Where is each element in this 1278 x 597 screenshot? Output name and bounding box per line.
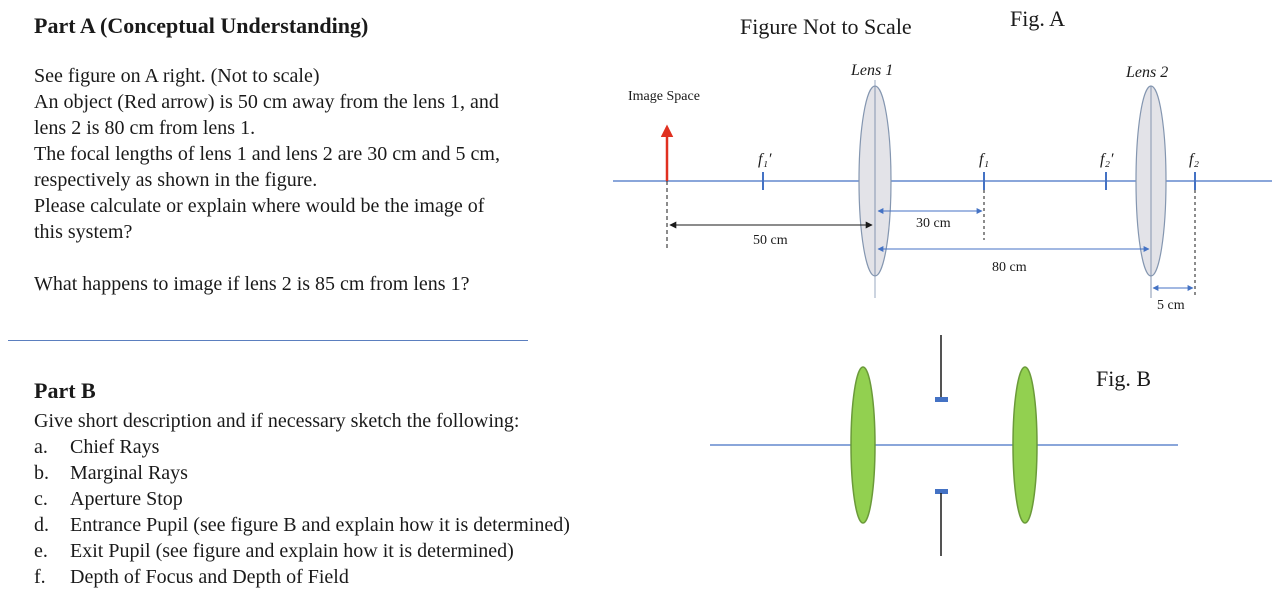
- figure-a: [613, 6, 1272, 313]
- figure-b-lens-right: [1013, 367, 1037, 523]
- figure-b: [710, 335, 1178, 556]
- figure-a-title: Figure Not to Scale: [740, 14, 912, 39]
- list-marker: c.: [34, 488, 48, 510]
- list-marker: e.: [34, 540, 48, 562]
- list-item-text: Marginal Rays: [70, 462, 188, 484]
- list-marker: f.: [34, 566, 46, 588]
- dimension-label-5cm: 5 cm: [1157, 298, 1185, 313]
- image-space-label: Image Space: [628, 89, 700, 104]
- dimension-label-30cm: 30 cm: [916, 216, 951, 231]
- list-marker: d.: [34, 514, 49, 536]
- f2-label: f₂: [1189, 151, 1200, 168]
- part-b-intro: Give short description and if necessary sketch the following:: [34, 410, 520, 432]
- part-a-line: The focal lengths of lens 1 and lens 2 are 30 cm and 5 cm,: [34, 143, 500, 165]
- list-marker: a.: [34, 436, 48, 458]
- dimension-label-50cm: 50 cm: [753, 233, 788, 248]
- part-b-heading: Part B: [34, 378, 96, 403]
- part-a-line: See figure on A right. (Not to scale): [34, 65, 320, 87]
- list-item-text: Depth of Focus and Depth of Field: [70, 566, 349, 588]
- f1-prime-label: f₁′: [758, 151, 772, 168]
- f1-label: f₁: [979, 151, 990, 168]
- part-a-line: respectively as shown in the figure.: [34, 169, 318, 191]
- part-a-line: An object (Red arrow) is 50 cm away from the lens 1, and: [34, 91, 499, 113]
- figure-b-label: Fig. B: [1096, 366, 1152, 391]
- part-a-heading: Part A (Conceptual Understanding): [34, 13, 369, 38]
- part-a-line: this system?: [34, 221, 133, 243]
- f2-prime-label: f₂′: [1100, 151, 1114, 168]
- figure-a-label: Fig. A: [1010, 6, 1066, 31]
- list-item-text: Entrance Pupil (see figure B and explain how it is determined): [70, 514, 570, 536]
- part-a-question-2: What happens to image if lens 2 is 85 cm from lens 1?: [34, 273, 470, 295]
- part-a-line: lens 2 is 80 cm from lens 1.: [34, 117, 256, 139]
- dimension-label-80cm: 80 cm: [992, 260, 1027, 275]
- figure-b-lens-left: [851, 367, 875, 523]
- list-item-text: Aperture Stop: [70, 488, 183, 510]
- list-item-text: Chief Rays: [70, 436, 160, 458]
- lens-2-label: Lens 2: [1126, 64, 1169, 81]
- lens-1-label: Lens 1: [851, 62, 894, 79]
- list-marker: b.: [34, 462, 49, 484]
- aperture-stop-upper-tip: [935, 397, 948, 402]
- part-a-line: Please calculate or explain where would be the image of: [34, 195, 485, 217]
- list-item-text: Exit Pupil (see figure and explain how it is determined): [70, 540, 514, 562]
